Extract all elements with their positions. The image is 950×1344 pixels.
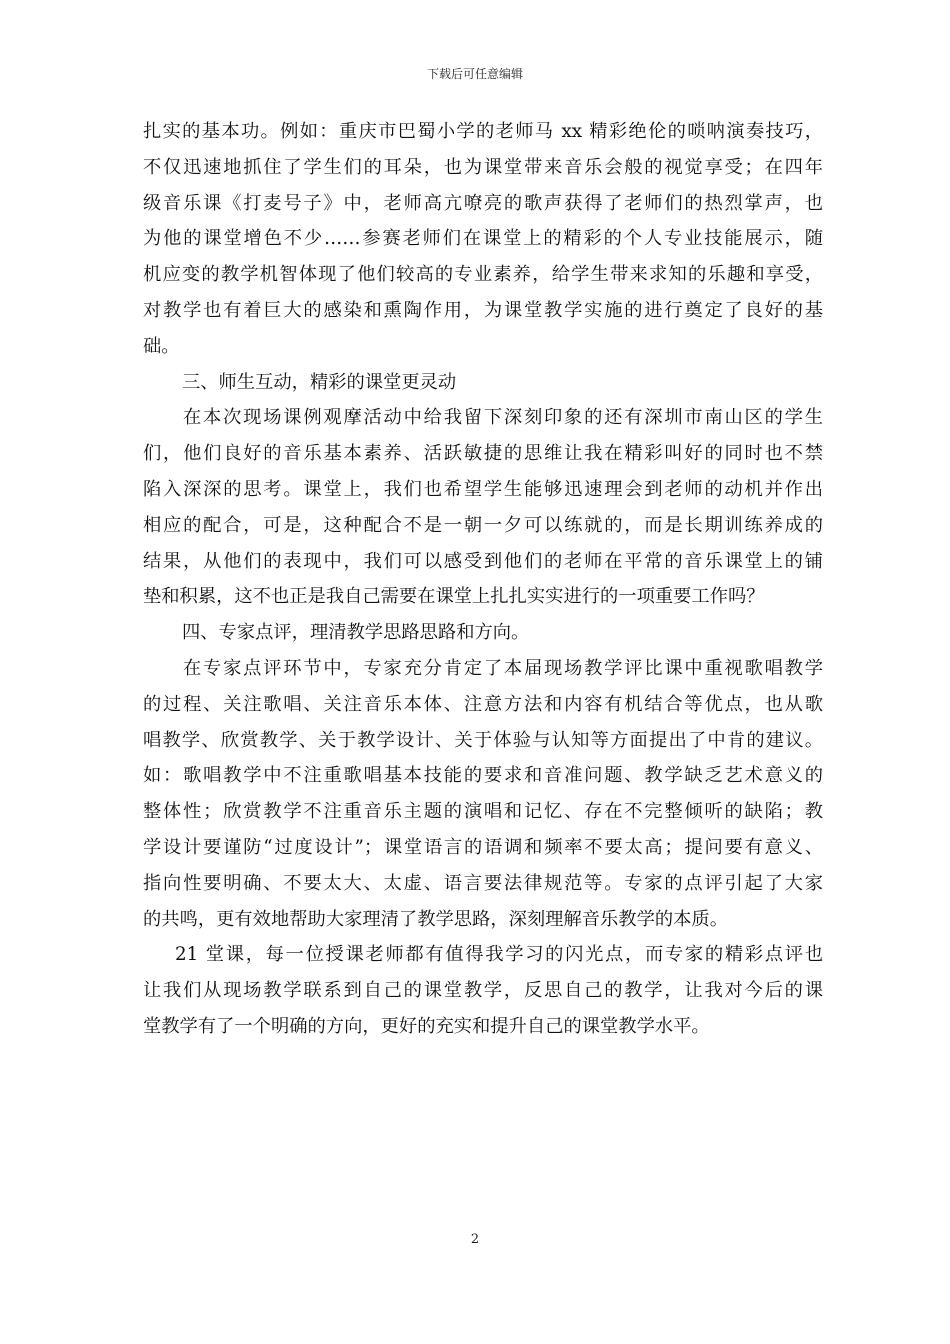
section-heading: 三、师生互动，精彩的课堂更灵动	[182, 371, 457, 393]
body-line: 不仅迅速地抓住了学生们的耳朵，也为课堂带来音乐会般的视觉享受；在四年	[143, 156, 823, 178]
body-line: 对教学也有着巨大的感染和熏陶作用，为课堂教学实施的进行奠定了良好的基	[143, 299, 823, 321]
body-line: 在专家点评环节中，专家充分肯定了本届现场教学评比课中重视歌唱教学	[183, 657, 823, 679]
body-line: 唱教学、欣赏教学、关于教学设计、关于体验与认知等方面提出了中肯的建议。	[143, 729, 823, 751]
body-line: 如：歌唱教学中不注重歌唱基本技能的要求和音准问题、教学缺乏艺术意义的	[143, 765, 823, 787]
body-line: 21 堂课，每一位授课老师都有值得我学习的闪光点，而专家的精彩点评也	[175, 944, 823, 966]
page-number: 2	[470, 1232, 480, 1247]
body-line: 扎实的基本功。例如：重庆市巴蜀小学的老师马 xx 精彩绝伦的唢呐演奏技巧，	[143, 121, 823, 142]
body-line: 为他的课堂增色不少……参赛老师们在课堂上的精彩的个人专业技能展示，随	[143, 228, 823, 250]
body-line: 整体性；欣赏教学不注重音乐主题的演唱和记忆、存在不完整倾听的缺陷；教	[143, 801, 823, 823]
body-line: 陷入深深的思考。课堂上，我们也希望学生能够迅速理会到老师的动机并作出	[143, 478, 823, 500]
body-line: 堂教学有了一个明确的方向，更好的充实和提升自己的课堂教学水平。	[143, 1015, 710, 1037]
body-line: 础。	[143, 335, 180, 357]
body-line: 结果，从他们的表现中，我们可以感受到他们的老师在平常的音乐课堂上的铺	[143, 550, 823, 572]
body-line: 相应的配合，可是，这种配合不是一朝一夕可以练就的，而是长期训练养成的	[143, 514, 823, 536]
body-line: 垫和积累，这不也正是我自己需要在课堂上扎扎实实进行的一项重要工作吗？	[143, 586, 765, 608]
body-line: 的过程、关注歌唱、关注音乐本体、注意方法和内容有机结合等优点，也从歌	[143, 693, 823, 715]
body-line: 的共鸣，更有效地帮助大家理清了教学思路，深刻理解音乐教学的本质。	[143, 908, 728, 930]
page-header: 下载后可任意编辑	[426, 67, 523, 81]
body-line: 让我们从现场教学联系到自己的课堂教学，反思自己的教学，让我对今后的课	[143, 980, 823, 1002]
body-line: 在本次现场课例观摩活动中给我留下深刻印象的还有深圳市南山区的学生	[183, 407, 823, 429]
body-line: 们，他们良好的音乐基本素养、活跃敏捷的思维让我在精彩叫好的同时也不禁	[143, 443, 823, 465]
body-line: 级音乐课《打麦号子》中，老师高亢嘹亮的歌声获得了老师们的热烈掌声，也	[143, 192, 823, 214]
document-body	[143, 114, 823, 1045]
body-line: 指向性要明确、不要太大、太虚、语言要法律规范等。专家的点评引起了大家	[143, 872, 823, 894]
section-heading: 四、专家点评，理清教学思路思路和方向。	[182, 622, 530, 644]
body-line: 学设计要谨防“过度设计”；课堂语言的语调和频率不要太高；提问要有意义、	[143, 836, 823, 858]
body-line: 机应变的教学机智体现了他们较高的专业素养，给学生带来求知的乐趣和享受，	[143, 264, 823, 286]
